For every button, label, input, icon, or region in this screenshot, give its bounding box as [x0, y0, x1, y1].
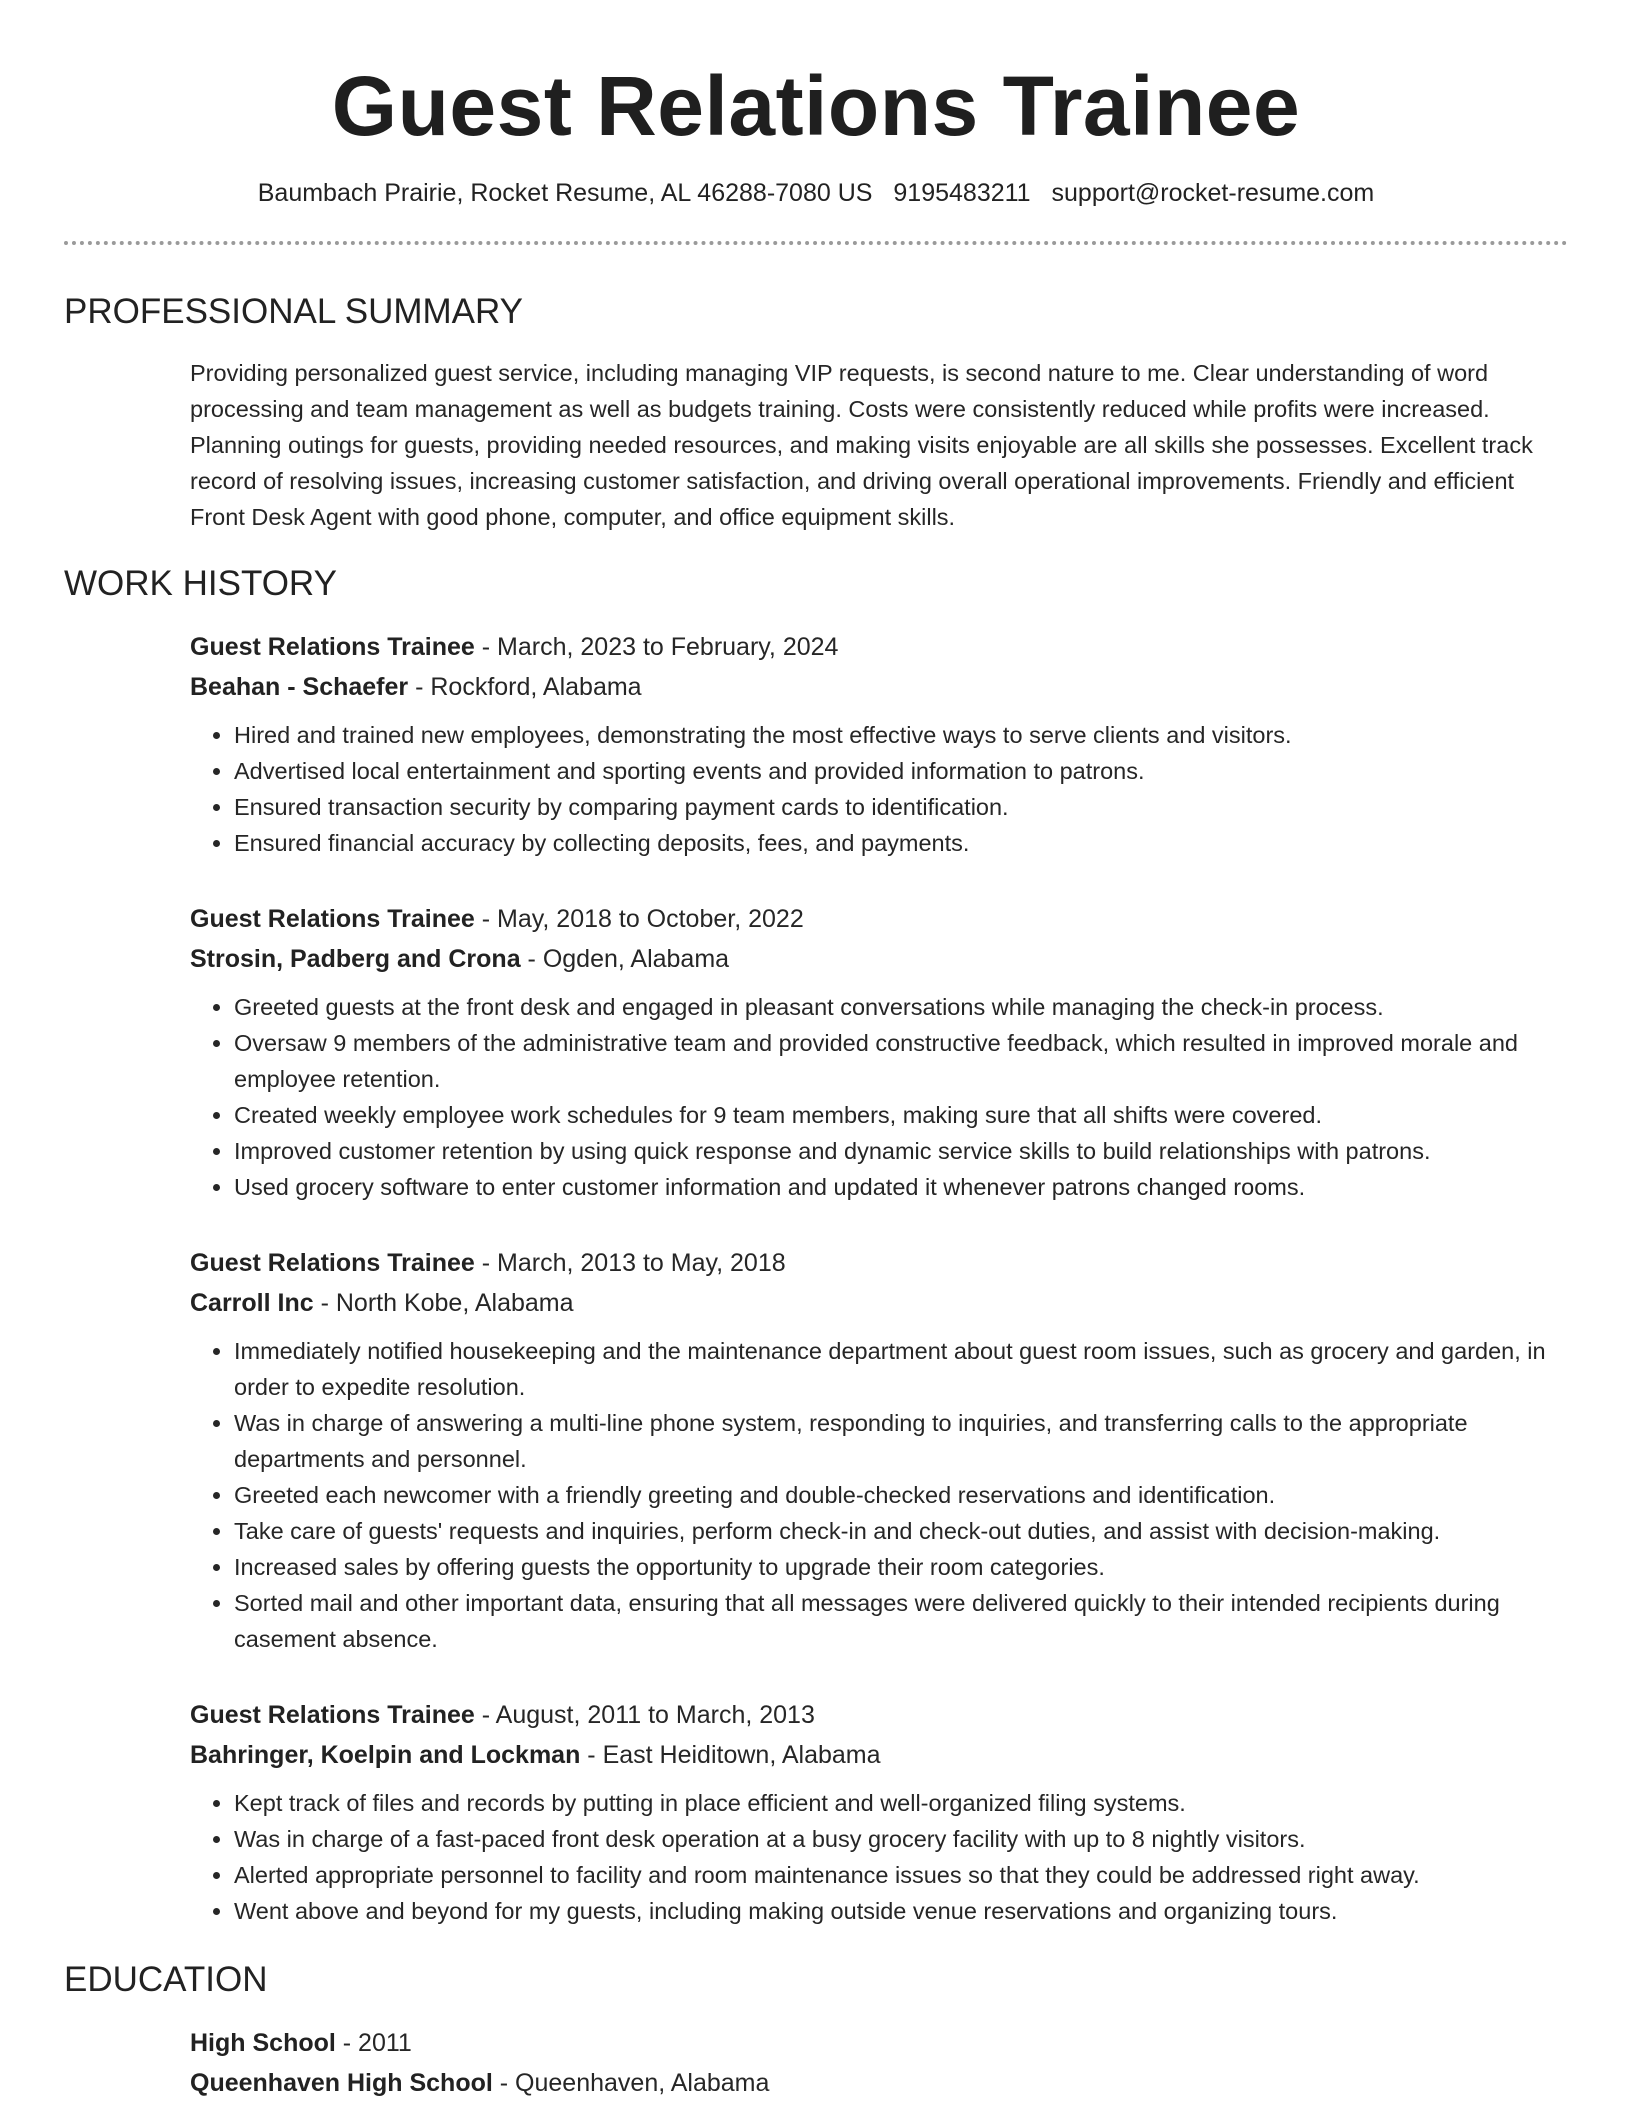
job-location: - North Kobe, Alabama — [313, 1289, 574, 1317]
job-bullets — [190, 717, 1568, 861]
job-bullets — [190, 989, 1568, 1205]
job-title-line — [190, 1243, 1568, 1283]
job-bullet: • Was in charge of answering a multi-line phone system, responding to inquiries, and transferring calls to the appropriate departments and personnel. — [234, 1405, 1568, 1477]
job-title-line — [190, 627, 1568, 667]
job-bullet: • Ensured financial accuracy by collecting deposits, fees, and payments. — [234, 825, 1568, 861]
education-school: Queenhaven High School — [190, 2069, 493, 2097]
resume-name: Guest Relations Trainee — [331, 59, 1301, 153]
job-dates: - May, 2018 to October, 2022 — [474, 905, 804, 933]
job-role: Guest Relations Trainee — [190, 1701, 475, 1729]
job-entry — [190, 1695, 1568, 1929]
job-bullet: • Used grocery software to enter customer information and updated it whenever patrons changed rooms. — [234, 1169, 1568, 1205]
job-location: - East Heiditown, Alabama — [580, 1741, 881, 1769]
job-company-line — [190, 667, 1568, 707]
job-entry — [190, 627, 1568, 861]
job-bullet: • Oversaw 9 members of the administrative team and provided constructive feedback, which resulted in improved morale and employee retention. — [234, 1025, 1568, 1097]
job-bullet: • Hired and trained new employees, demonstrating the most effective ways to serve clients and visitors. — [234, 717, 1568, 753]
resume-page — [64, 0, 1568, 2103]
job-bullet: • Ensured transaction security by comparing payment cards to identification. — [234, 789, 1568, 825]
job-location: - Ogden, Alabama — [520, 945, 730, 973]
job-company-line — [190, 1283, 1568, 1323]
job-dates: - March, 2023 to February, 2024 — [474, 633, 839, 661]
job-location: - Rockford, Alabama — [408, 673, 642, 701]
job-company: Strosin, Padberg and Crona — [190, 945, 521, 973]
job-bullet: • Kept track of files and records by putting in place efficient and well-organized filing systems. — [234, 1785, 1568, 1821]
summary-section — [190, 355, 1568, 535]
job-bullet: • Immediately notified housekeeping and the maintenance department about guest room issues, such as grocery and garden, in order to expedite resolution. — [234, 1333, 1568, 1405]
education-year: - 2011 — [335, 2029, 412, 2057]
job-company: Beahan - Schaefer — [190, 673, 409, 701]
contact-address: Baumbach Prairie, Rocket Resume, AL 46288-7080 US — [257, 179, 873, 207]
job-bullet: • Greeted guests at the front desk and engaged in pleasant conversations while managing the check-in process. — [234, 989, 1568, 1025]
job-bullet: • Greeted each newcomer with a friendly greeting and double-checked reservations and identification. — [234, 1477, 1568, 1513]
job-bullets — [190, 1785, 1568, 1929]
job-bullet: • Sorted mail and other important data, ensuring that all messages were delivered quickly to their intended recipients during casement absence. — [234, 1585, 1568, 1657]
contact-phone: 9195483211 — [893, 179, 1031, 207]
education-location: - Queenhaven, Alabama — [492, 2069, 770, 2097]
job-dates: - March, 2013 to May, 2018 — [474, 1249, 786, 1277]
job-bullet: • Increased sales by offering guests the opportunity to upgrade their room categories. — [234, 1549, 1568, 1585]
work-history-section — [190, 627, 1568, 1929]
job-bullets — [190, 1333, 1568, 1657]
contact-line — [64, 176, 1568, 210]
job-role: Guest Relations Trainee — [190, 905, 475, 933]
summary-text: Providing personalized guest service, including managing VIP requests, is second nature to me. Clear understanding of word processing and team management as well as budgets training. Costs were consistently reduced while profits were increased. Planning outings for guests, providing needed resources, and making visits enjoyable are all skills she possesses. Excellent track record of resolving issues, increasing customer satisfaction, and driving overall operational improvements. Friendly and efficient Front Desk Agent with good phone, computer, and office equipment skills. — [190, 360, 1533, 530]
job-entry — [190, 1243, 1568, 1657]
summary-heading: PROFESSIONAL SUMMARY — [64, 292, 523, 331]
job-title-line — [190, 1695, 1568, 1735]
job-company: Bahringer, Koelpin and Lockman — [190, 1741, 581, 1769]
education-section — [190, 2023, 1568, 2103]
job-company-line — [190, 939, 1568, 979]
job-entry — [190, 899, 1568, 1205]
education-degree-line — [190, 2023, 1568, 2063]
job-bullet: • Advertised local entertainment and sporting events and provided information to patrons. — [234, 753, 1568, 789]
job-company-line — [190, 1735, 1568, 1775]
job-role: Guest Relations Trainee — [190, 1249, 475, 1277]
job-bullet: • Improved customer retention by using quick response and dynamic service skills to build relationships with patrons. — [234, 1133, 1568, 1169]
job-bullet: • Went above and beyond for my guests, including making outside venue reservations and organizing tours. — [234, 1893, 1568, 1929]
job-company: Carroll Inc — [190, 1289, 314, 1317]
job-bullet: • Alerted appropriate personnel to facility and room maintenance issues so that they could be addressed right away. — [234, 1857, 1568, 1893]
job-bullet: • Take care of guests' requests and inquiries, perform check-in and check-out duties, and assist with decision-making. — [234, 1513, 1568, 1549]
job-title-line — [190, 899, 1568, 939]
education-degree: High School — [190, 2029, 336, 2057]
education-school-line — [190, 2063, 1568, 2103]
job-dates: - August, 2011 to March, 2013 — [474, 1701, 815, 1729]
job-role: Guest Relations Trainee — [190, 633, 475, 661]
job-bullet: • Was in charge of a fast-paced front desk operation at a busy grocery facility with up to 8 nightly visitors. — [234, 1821, 1568, 1857]
work-history-heading: WORK HISTORY — [64, 564, 337, 603]
job-bullet: • Created weekly employee work schedules for 9 team members, making sure that all shifts were covered. — [234, 1097, 1568, 1133]
contact-email: support@rocket-resume.com — [1051, 179, 1375, 207]
header-divider — [64, 241, 1568, 245]
education-heading: EDUCATION — [64, 1960, 268, 1999]
